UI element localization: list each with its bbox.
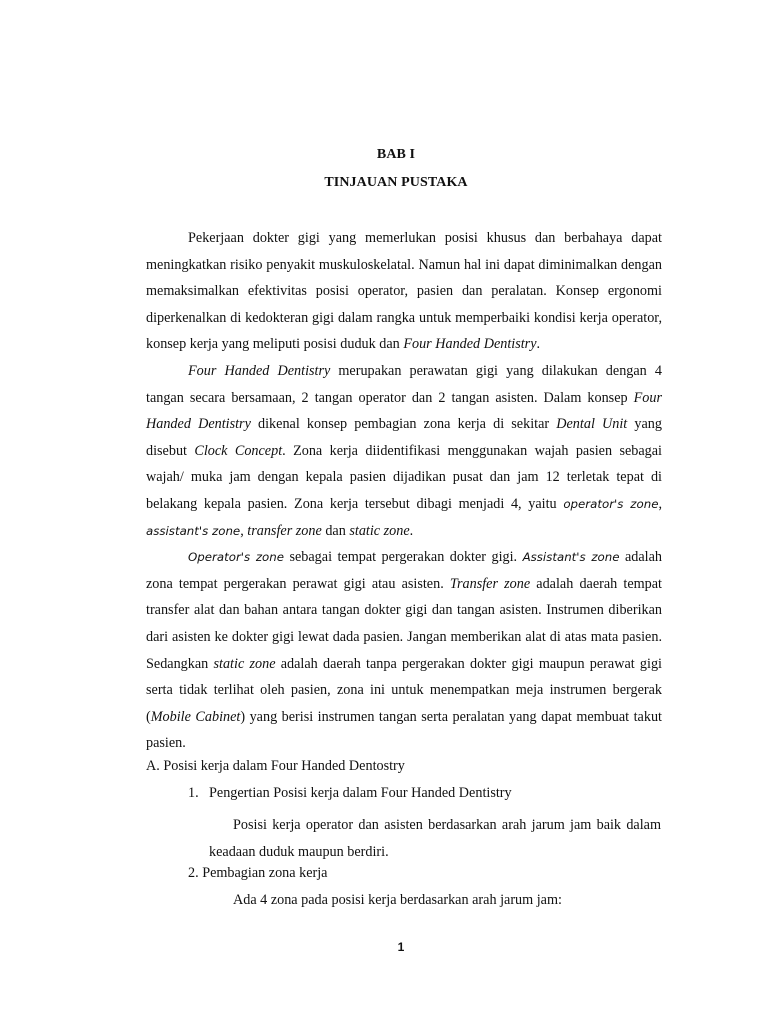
chapter-title: TINJAUAN PUSTAKA xyxy=(324,175,468,190)
paragraph-1: Pekerjaan dokter gigi yang memerlukan posisi khusus dan berbahaya dapat meningkatkan risiko penyakit muskuloskelatal. Namun hal ini dapat diminimalkan dengan memaksimalkan efektivitas posisi operator, pasien dan peralatan. Konsep ergonomi diperkenalkan di kedokteran gigi dalam rangka untuk memperbaiki kondisi kerja operator, konsep kerja yang meliputi posisi duduk dan Four Handed Dentistry. xyxy=(146,230,662,353)
body-paragraphs xyxy=(146,225,662,757)
chapter-number: BAB I xyxy=(376,147,416,162)
section-a-heading: A. Posisi kerja dalam Four Handed Dentostry xyxy=(146,758,405,774)
paragraph-2: Four Handed Dentistry merupakan perawatan gigi yang dilakukan dengan 4 tangan secara bersamaan, 2 tangan operator dan 2 tangan asisten. Dalam konsep Four Handed Dentistry dikenal konsep pembagian zona kerja di sekitar Dental Unit yang disebut Clock Concept. Zona kerja diidentifikasi menggunakan wajah pasien sebagai wajah/ muka jam dengan kepala pasien dijadikan pusat dan jam 12 terletak tepat di belakang kepala pasien. Zona kerja tersebut dibagi menjadi 4, yaitu operator's zone, assistant's zone, transfer zone dan static zone. xyxy=(146,362,663,539)
list-item-1-number: 1. xyxy=(188,785,199,801)
list-item-2-title: 2. Pembagian zona kerja xyxy=(188,865,328,881)
list-item-2-body: Ada 4 zona pada posisi kerja berdasarkan arah jarum jam: xyxy=(233,892,562,908)
paragraph-3: Operator's zone sebagai tempat pergerakan dokter gigi. Assistant's zone adalah zona tempat pergerakan perawat gigi atau asisten. Transfer zone adalah daerah tempat transfer alat dan bahan antara tangan dokter gigi dan tangan asisten. Instrumen diberikan dari asisten ke dokter gigi lewat dada pasien. Jangan memberikan alat di atas mata pasien. Sedangkan static zone adalah daerah tanpa pergerakan dokter gigi maupun perawat gigi serta tidak terlihat oleh pasien, zona ini untuk menempatkan meja instrumen bergerak (Mobile Cabinet) yang berisi instrumen tangan serta peralatan yang dapat membuat takut pasien. xyxy=(146,549,662,752)
list-item-1-title: 1. Pengertian Posisi kerja dalam Four Handed Dentistry xyxy=(188,785,512,801)
list-item-1-body: Posisi kerja operator dan asisten berdasarkan arah jarum jam baik dalam keadaan duduk maupun berdiri. xyxy=(209,817,661,860)
page-number: 1 xyxy=(397,940,405,954)
